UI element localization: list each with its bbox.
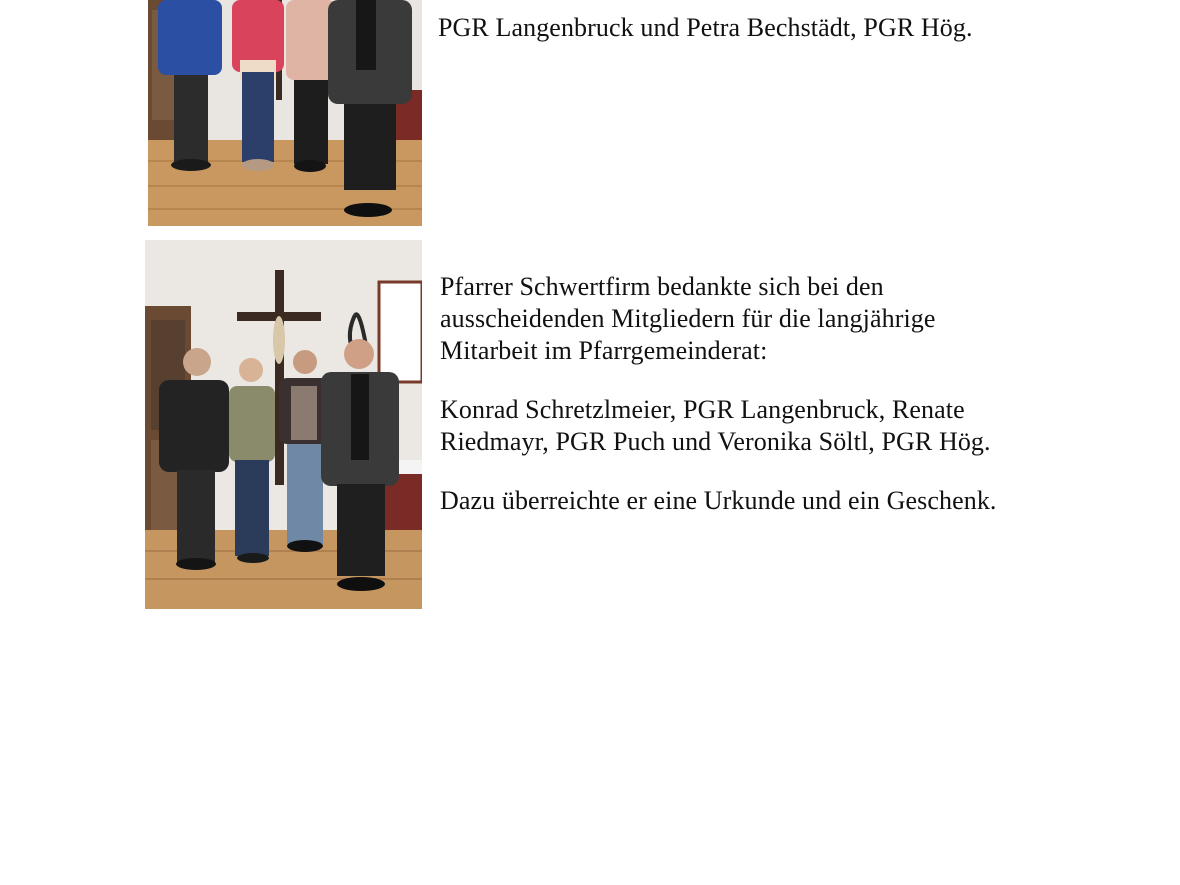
text-block-bottom (440, 271, 1100, 517)
caption-text: PGR Langenbruck und Petra Bechstädt, PGR Hög. (438, 13, 973, 42)
photo-caption-top (438, 12, 1138, 44)
paragraph-thanks: Pfarrer Schwertfirm bedankte sich bei den ausscheidenden Mitgliedern für die langjährige Mitarbeit im Pfarrgemeinderat: (440, 272, 936, 365)
group-photo-top (148, 0, 422, 226)
group-photo-bottom (145, 240, 422, 609)
paragraph-members: Konrad Schretzlmeier, PGR Langenbruck, Renate Riedmayr, PGR Puch und Veronika Söltl, PGR Hög. (440, 395, 991, 456)
group-photo-top-image (148, 0, 422, 226)
paragraph-gift: Dazu überreichte er eine Urkunde und ein Geschenk. (440, 486, 997, 515)
group-photo-bottom-image (145, 240, 422, 609)
